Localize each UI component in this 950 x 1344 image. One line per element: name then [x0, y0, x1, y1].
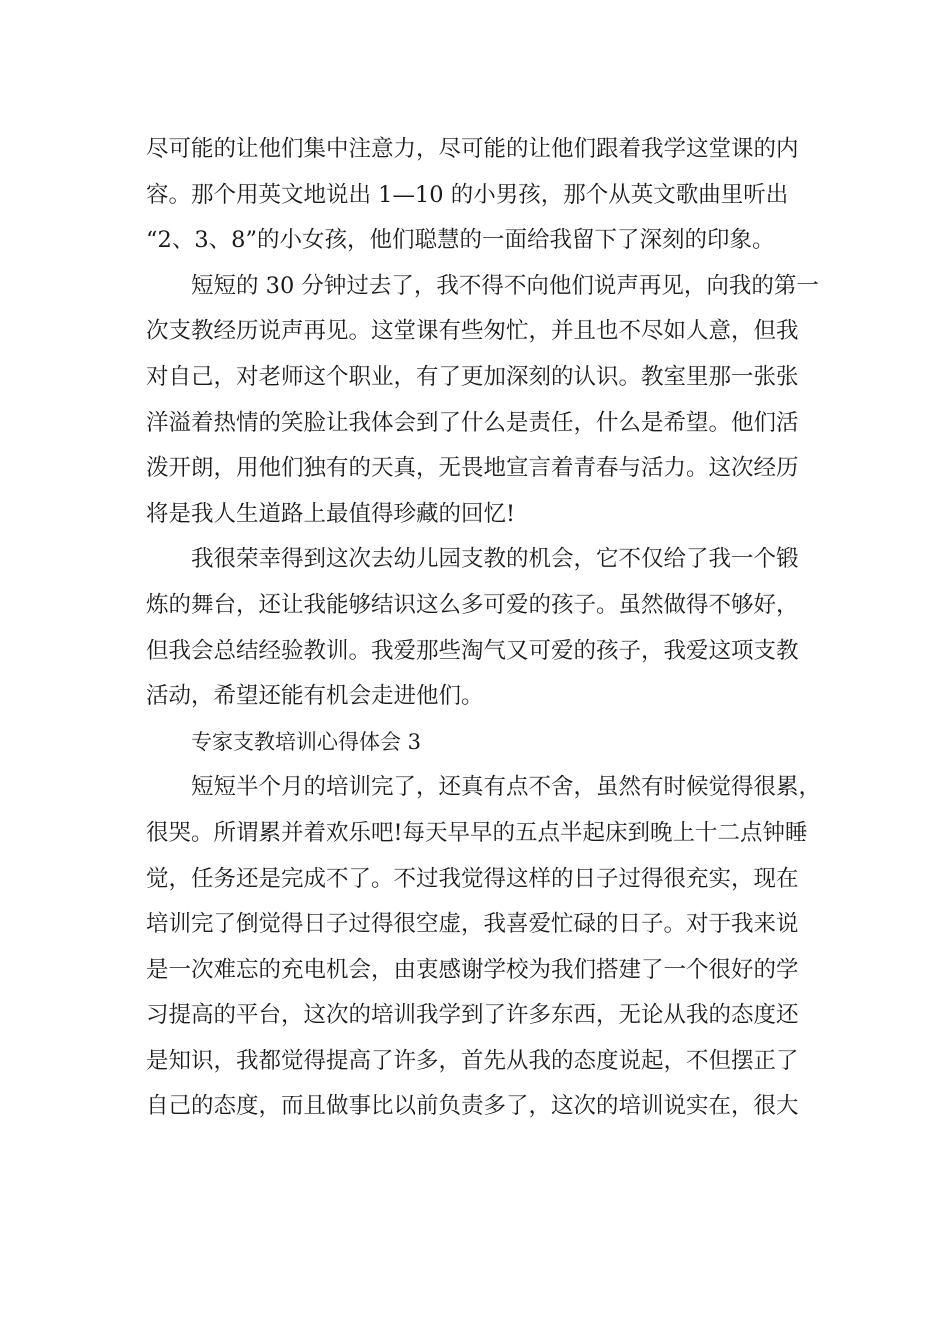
text-line: 觉，任务还是完成不了。不过我觉得这样的日子过得很充实，现在: [146, 865, 799, 892]
text-line: 自己的态度，而且做事比以前负责多了，这次的培训说实在，很大: [146, 1093, 799, 1120]
text-line: 培训完了倒觉得日子过得很空虚，我喜爱忙碌的日子。对于我来说: [146, 911, 799, 938]
paragraph-first-line: 短短半个月的培训完了，还真有点不舍，虽然有时候觉得很累，: [191, 774, 822, 801]
body-text: [146, 127, 826, 1130]
text-line: 洋溢着热情的笑脸让我体会到了什么是责任，什么是希望。他们活: [146, 409, 799, 436]
text-line: 是一次难忘的充电机会，由衷感谢学校为我们搭建了一个很好的学: [146, 956, 799, 983]
text-line: 将是我人生道路上最值得珍藏的回忆!: [146, 500, 516, 527]
text-line: 次支教经历说声再见。这堂课有些匆忙，并且也不尽如人意，但我: [146, 318, 799, 345]
text-line: 很哭。所谓累并着欢乐吧!每天早早的五点半起床到晚上十二点钟睡: [146, 819, 808, 846]
text-line: 泼开朗，用他们独有的天真，无畏地宣言着青春与活力。这次经历: [146, 455, 799, 482]
paragraph-first-line: 短短的 30 分钟过去了，我不得不向他们说声再见，向我的第一: [191, 272, 819, 299]
text-line: 是知识，我都觉得提高了许多，首先从我的态度说起，不但摆正了: [146, 1047, 799, 1074]
text-line: “2、3、8”的小女孩，他们聪慧的一面给我留下了深刻的印象。: [146, 227, 775, 254]
paragraph-first-line: 我很荣幸得到这次去幼儿园支教的机会，它不仅给了我一个锻: [191, 546, 799, 573]
text-line: 但我会总结经验教训。我爱那些淘气又可爱的孩子，我爱这项支教: [146, 637, 799, 664]
text-line: 对自己，对老师这个职业，有了更加深刻的认识。教室里那一张张: [146, 363, 799, 390]
text-line: 尽可能的让他们集中注意力，尽可能的让他们跟着我学这堂课的内: [146, 136, 799, 162]
text-line: 活动，希望还能有机会走进他们。: [146, 683, 484, 710]
text-line: 习提高的平台，这次的培训我学到了许多东西，无论从我的态度还: [146, 1002, 799, 1029]
text-line: 容。那个用英文地说出 1—10 的小男孩，那个从英文歌曲里听出: [146, 181, 789, 208]
text-line: 炼的舞台，还让我能够结识这么多可爱的孩子。虽然做得不够好，: [146, 591, 799, 618]
section-heading: 专家支教培训心得体会 3: [191, 729, 422, 754]
